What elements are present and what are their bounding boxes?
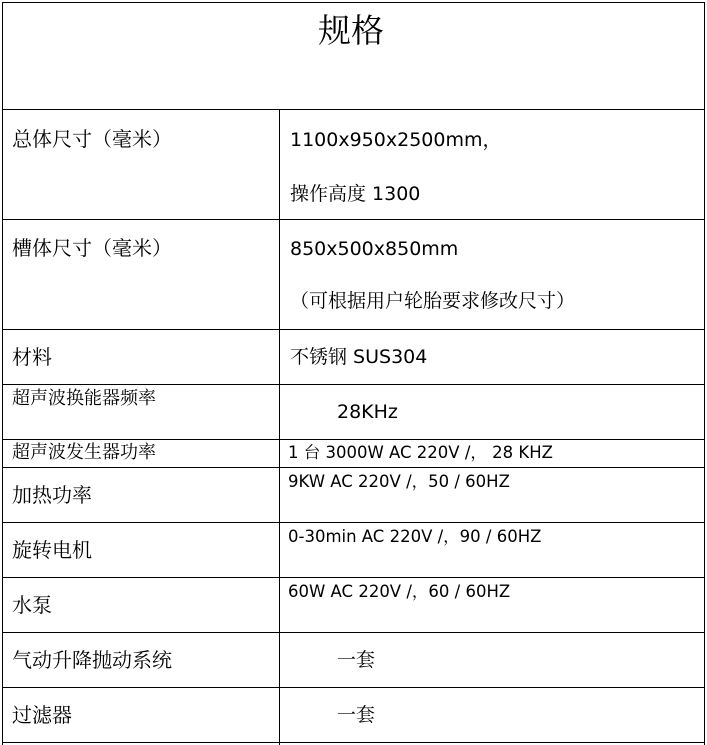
row-value-material: 不锈钢 SUS304 (290, 346, 428, 368)
row-value-pneumatic-lift: 一套 (337, 649, 376, 671)
row-divider (2, 522, 705, 523)
table-border-left (2, 2, 3, 745)
row-divider (2, 219, 705, 220)
row-value-tank-size: 850x500x850mm (290, 238, 459, 260)
row-label-generator-power: 超声波发生器功率 (12, 442, 156, 463)
row-value-tank-note: （可根据用户轮胎要求修改尺寸） (290, 290, 576, 312)
row-divider (2, 687, 705, 688)
row-label-pneumatic-lift: 气动升降抛动系统 (12, 648, 172, 672)
row-value-operating-height: 操作高度 1300 (290, 183, 421, 205)
row-divider (2, 439, 705, 440)
row-label-filter: 过滤器 (12, 703, 72, 727)
row-value-generator-power: 1 台 3000W AC 220V /， 28 KHZ (288, 443, 553, 462)
row-divider (2, 467, 705, 468)
row-divider (2, 329, 705, 330)
row-value-filter: 一套 (337, 704, 376, 726)
row-value-heating-power: 9KW AC 220V /，50 / 60HZ (288, 472, 510, 491)
row-label-material: 材料 (12, 345, 52, 369)
column-divider (279, 109, 280, 745)
row-divider (2, 109, 705, 110)
table-border-right (704, 2, 705, 745)
row-value-transducer-frequency: 28KHz (337, 401, 398, 423)
row-label-transducer-frequency: 超声波换能器频率 (12, 388, 156, 409)
row-label-heating-power: 加热功率 (12, 483, 92, 507)
row-label-rotary-motor: 旋转电机 (12, 538, 92, 562)
table-title: 规格 (318, 11, 384, 50)
row-label-tank-size: 槽体尺寸（毫米） (12, 236, 172, 260)
table-border-top (2, 2, 705, 3)
row-value-water-pump: 60W AC 220V /，60 / 60HZ (288, 582, 511, 601)
row-divider (2, 742, 705, 743)
row-label-water-pump: 水泵 (12, 593, 52, 617)
row-divider (2, 384, 705, 385)
row-divider (2, 632, 705, 633)
row-label-overall-size: 总体尺寸（毫米） (12, 127, 172, 151)
row-value-rotary-motor: 0-30min AC 220V /，90 / 60HZ (288, 527, 542, 546)
row-value-overall-size: 1100x950x2500mm， (290, 129, 502, 151)
row-divider (2, 577, 705, 578)
